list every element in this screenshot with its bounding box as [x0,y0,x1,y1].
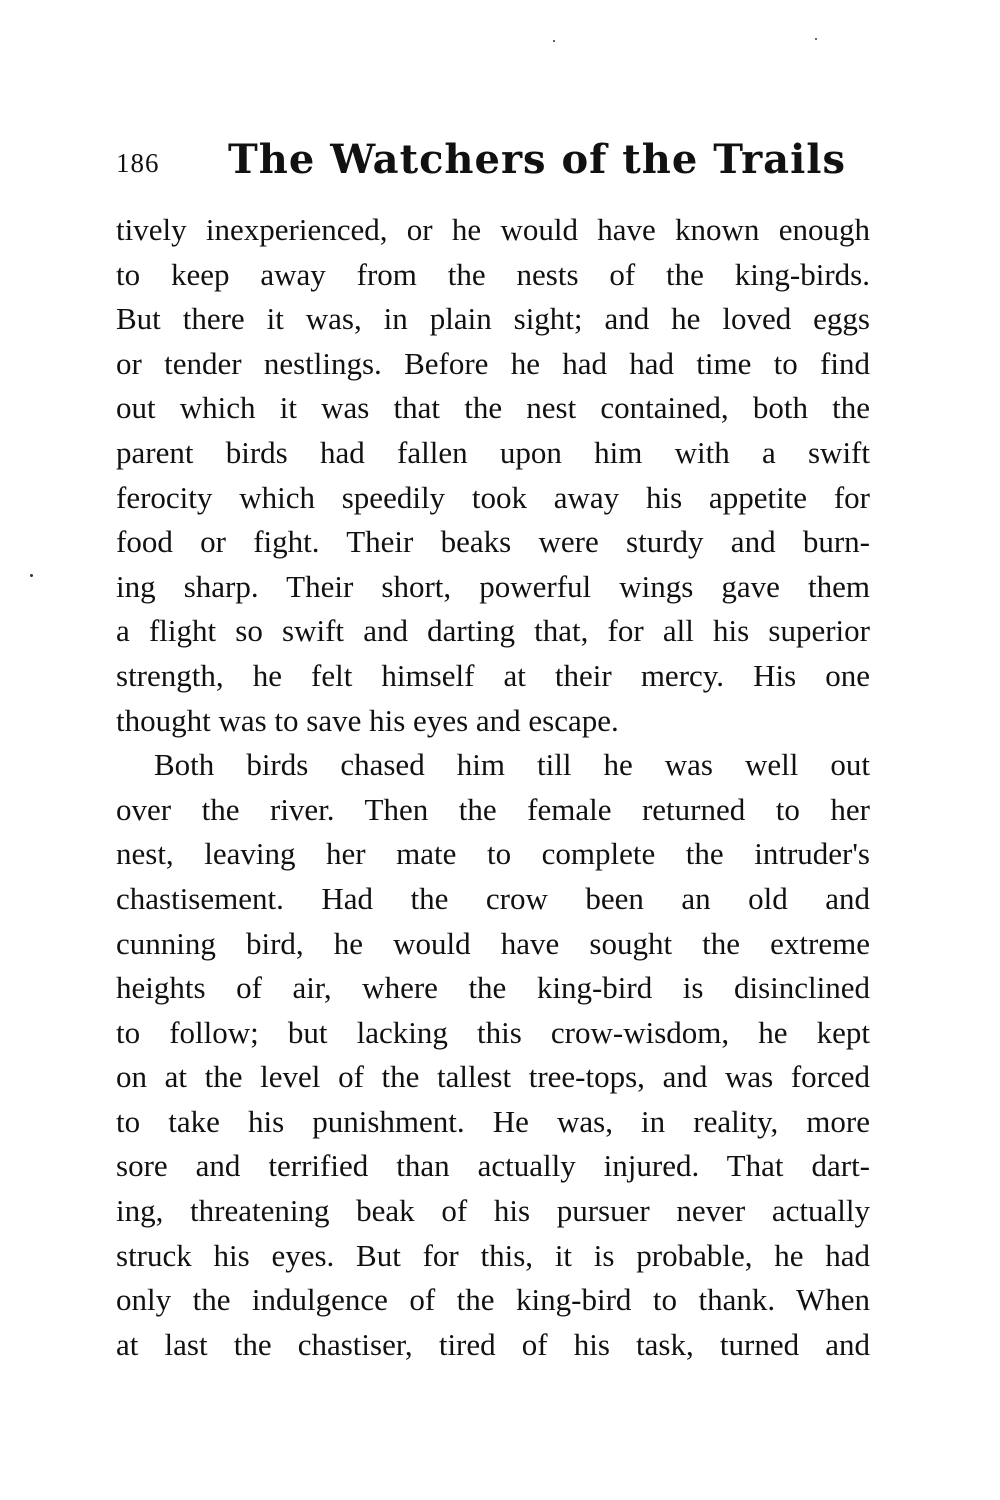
text-line: ing, threatening beak of his pursuer never actually [116,1193,870,1229]
book-title: The Watchers of the Trails [228,136,846,183]
text-line: sore and terrified than actually injured. That dart- [116,1148,870,1184]
text-line: thought was to save his eyes and escape. [116,702,619,738]
text-line: tively inexperienced, or he would have known enough [116,212,870,247]
text-line: a flight so swift and darting that, for all his superior [116,613,870,649]
paragraph-1 [116,208,870,743]
text-line: But there it was, in plain sight; and he loved eggs [116,301,870,337]
text-line: only the indulgence of the king-bird to thank. When [116,1282,870,1318]
page-number: 186 [116,148,160,178]
running-head [116,136,876,186]
text-line: Both birds chased him till he was well out [154,747,870,783]
text-line: struck his eyes. But for this, it is probable, he had [116,1237,870,1273]
text-line: heights of air, where the king-bird is disinclined [116,970,870,1006]
paper-speck [815,38,817,40]
text-line: to keep away from the nests of the king-birds. [116,256,870,292]
text-line: nest, leaving her mate to complete the intruder's [116,836,870,872]
text-line: at last the chastiser, tired of his task, turned and [116,1326,870,1362]
text-line: on at the level of the tallest tree-tops, and was forced [116,1059,870,1095]
text-line: strength, he felt himself at their mercy. His one [116,657,870,693]
text-line: to take his punishment. He was, in reality, more [116,1103,870,1139]
text-line: out which it was that the nest contained, both the [116,390,870,426]
text-line: to follow; but lacking this crow-wisdom, he kept [116,1014,870,1050]
text-line: cunning bird, he would have sought the extreme [116,925,870,961]
text-line: food or fight. Their beaks were sturdy and burn- [116,524,870,560]
paragraph-2 [116,743,870,1367]
text-line: or tender nestlings. Before he had had time to find [116,345,870,381]
text-line: ferocity which speedily took away his appetite for [116,479,870,515]
body-text [116,208,870,1367]
text-line: over the river. Then the female returned to her [116,791,870,827]
text-line: chastisement. Had the crow been an old and [116,880,870,916]
text-line: parent birds had fallen upon him with a swift [116,434,870,470]
paper-speck [30,574,33,577]
paper-speck [553,40,555,42]
text-line: ing sharp. Their short, powerful wings gave them [116,568,870,604]
